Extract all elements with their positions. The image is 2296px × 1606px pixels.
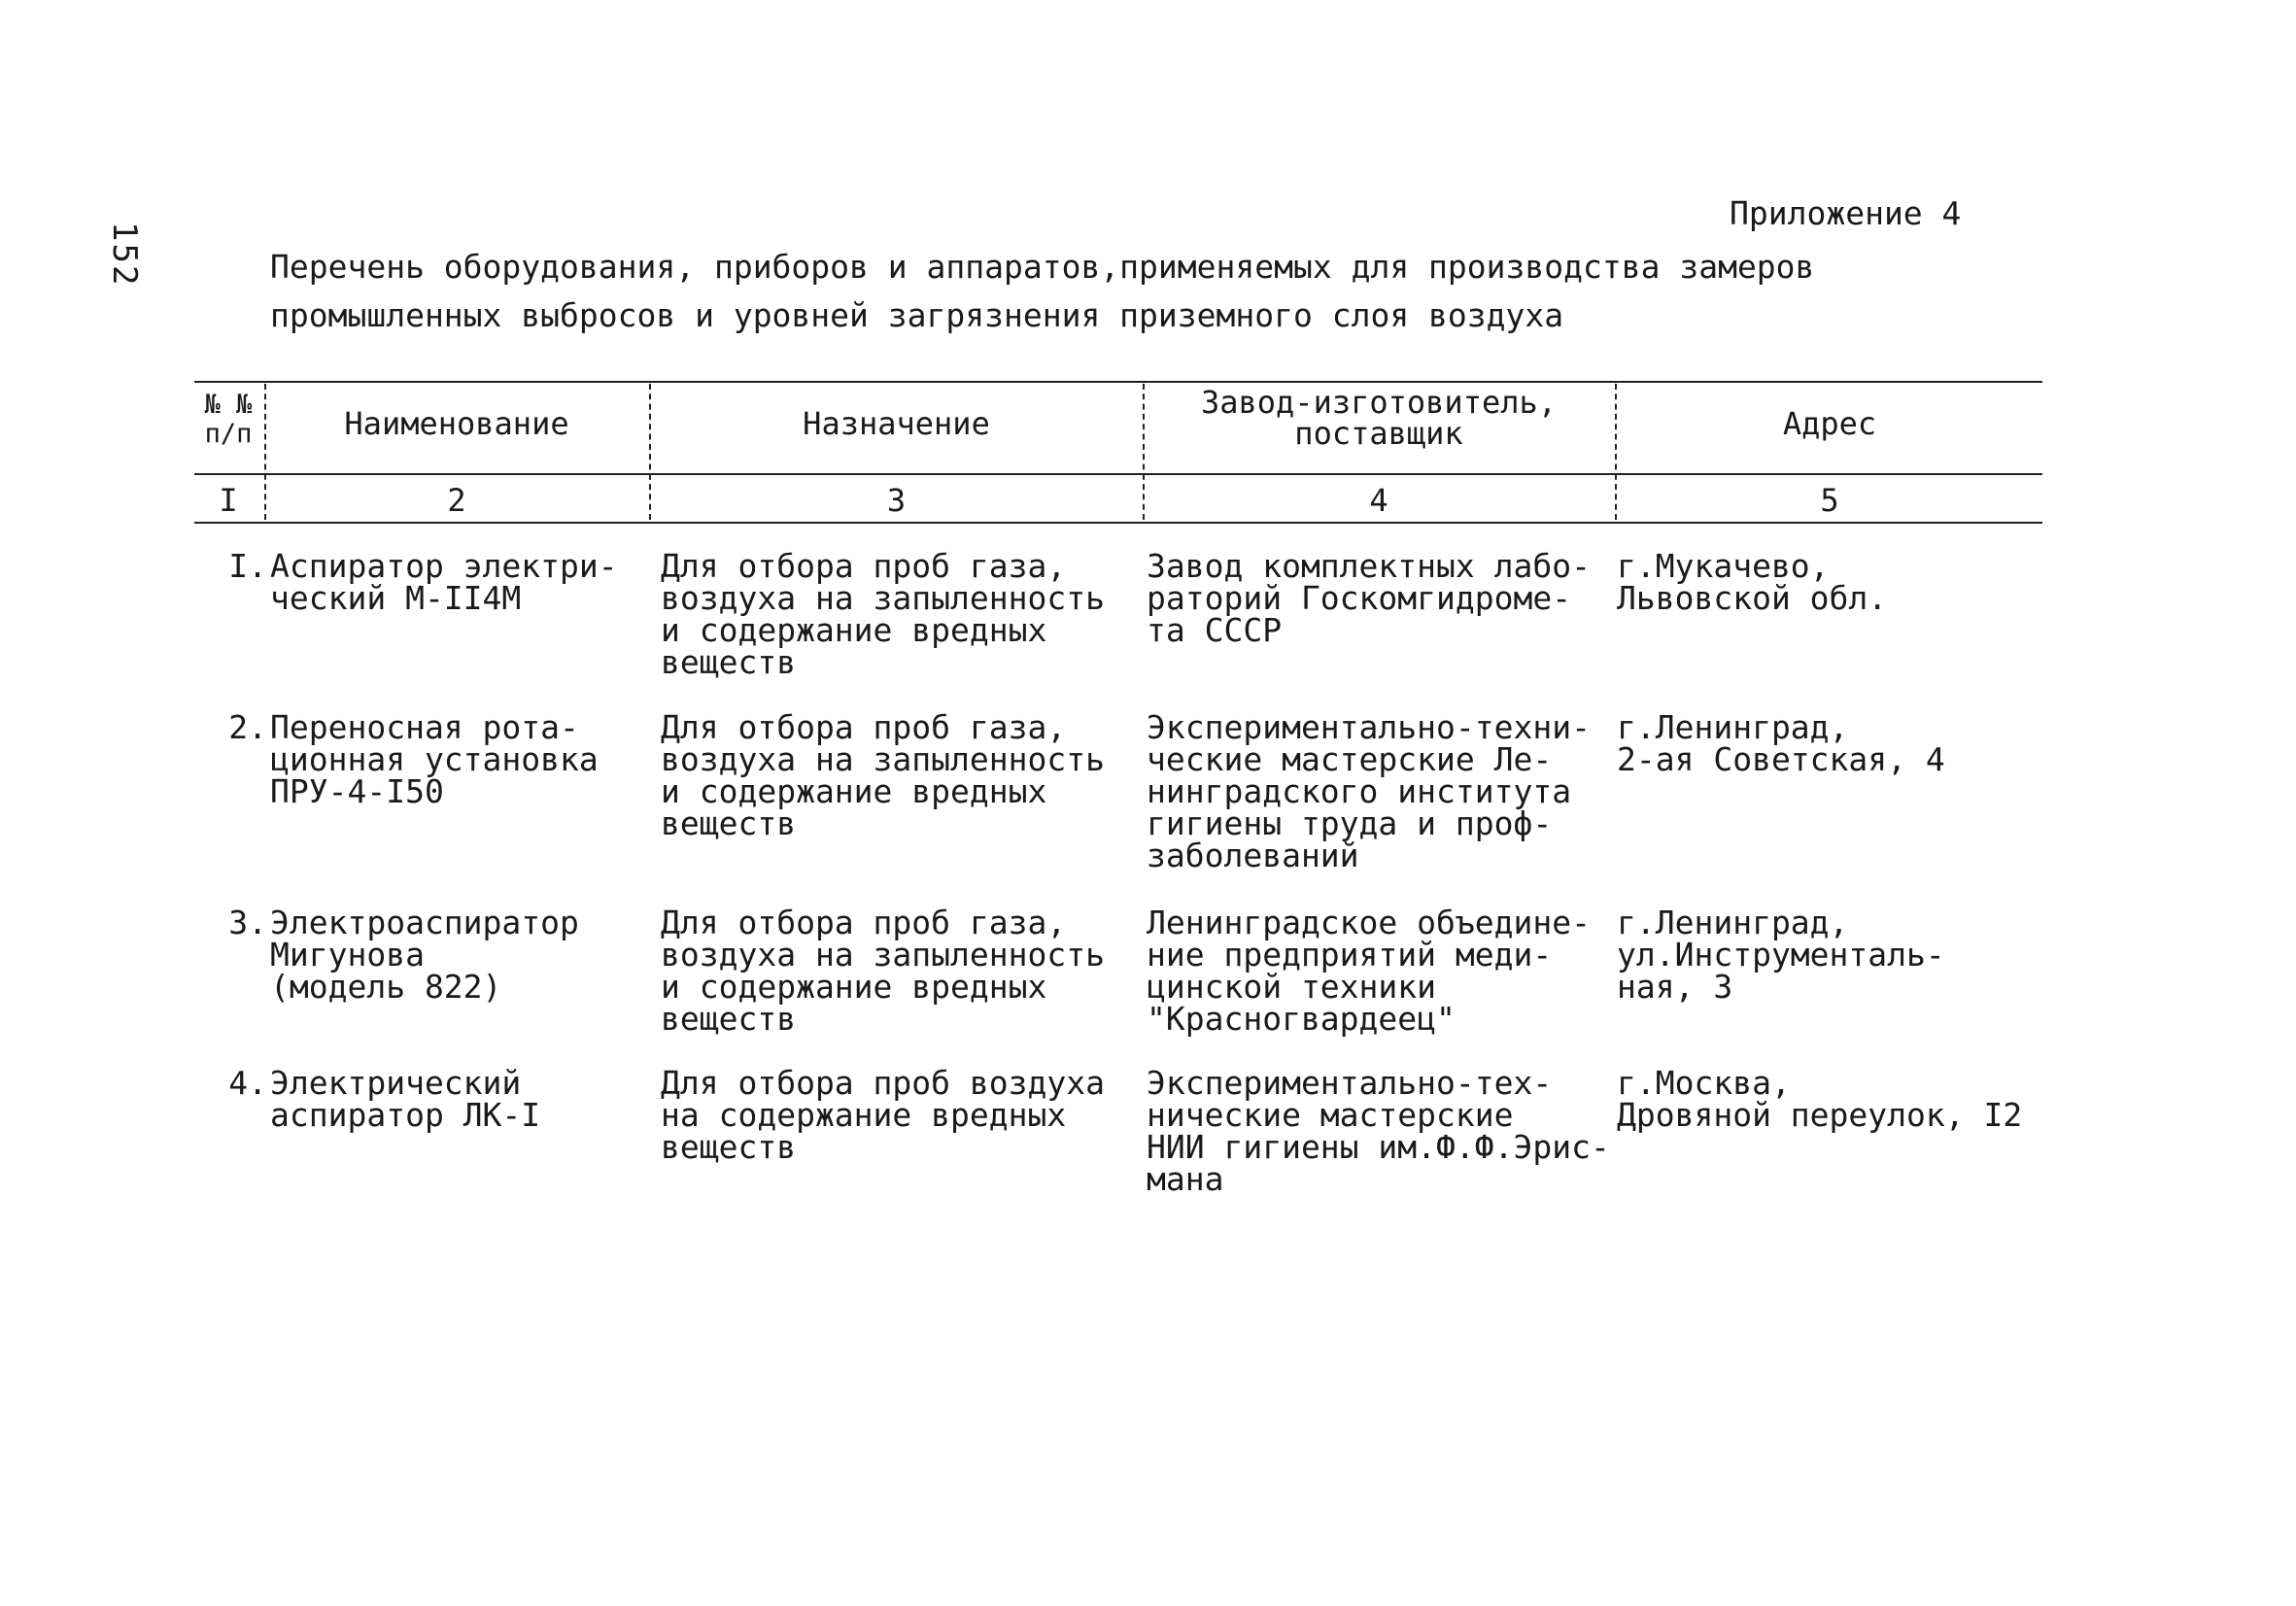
row-maker: Экспериментально-техни- ческие мастерские Ле- нинградского института гигиены труда и проф- заболеваний [1147,708,1591,874]
column-separator [264,384,266,520]
title-line-2: промышленных выбросов и уровней загрязнения приземного слоя воздуха [270,296,1564,334]
column-number-5: 5 [1820,482,1839,519]
row-purpose: Для отбора проб газа, воздуха на запыленность и содержание вредных веществ [661,547,1105,681]
table-colnum-rule [194,522,2042,524]
column-number-4: 4 [1369,482,1388,519]
row-name: Электрический аспиратор ЛК-I [270,1064,541,1134]
document-title [270,243,2097,340]
row-purpose: Для отбора проб газа, воздуха на запыленность и содержание вредных веществ [661,904,1105,1038]
page-number: 152 [105,222,144,288]
row-address: г.Ленинград, ул.Инструменталь- ная, 3 [1617,904,1945,1006]
row-name: Аспиратор электри- ческий М-II4М [270,547,618,617]
column-number-2: 2 [447,482,466,519]
row-number: 2. [228,708,267,746]
row-address: г.Москва, Дровяной переулок, I2 [1617,1064,2023,1134]
row-number: I. [228,547,267,585]
row-maker: Завод комплектных лабо- раторий Госкомгидроме- та СССР [1147,547,1591,649]
column-number-3: 3 [886,482,907,519]
row-address: г.Мукачево, Львовской обл. [1617,547,1888,617]
column-number-1: I [219,482,238,519]
header-no: № № п/п [204,390,253,449]
appendix-label: Приложение 4 [1730,194,1962,232]
table-header-rule [194,473,2042,475]
header-name: Наименование [344,405,569,442]
title-line-1: Перечень оборудования, приборов и аппаратов,применяемых для производства замеров [270,248,1815,286]
table-top-rule [194,381,2042,383]
row-maker: Экспериментально-тех- нические мастерские НИИ гигиены им.Ф.Ф.Эрис- мана [1147,1064,1610,1198]
header-purpose: Назначение [803,405,990,442]
row-maker: Ленинградское объедине- ние предприятий меди- цинской техники "Красногвардеец" [1147,904,1591,1038]
row-number: 3. [228,904,267,941]
row-name: Электроаспиратор Мигунова (модель 822) [270,904,579,1006]
row-purpose: Для отбора проб воздуха на содержание вредных веществ [661,1064,1105,1166]
row-number: 4. [228,1064,267,1102]
header-address: Адрес [1782,405,1877,442]
row-address: г.Ленинград, 2-ая Советская, 4 [1617,708,1945,778]
header-maker: Завод-изготовитель, поставщик [1200,384,1558,452]
row-purpose: Для отбора проб газа, воздуха на запыленность и содержание вредных веществ [661,708,1105,842]
row-name: Переносная рота- ционная установка ПРУ-4-I50 [270,708,599,810]
